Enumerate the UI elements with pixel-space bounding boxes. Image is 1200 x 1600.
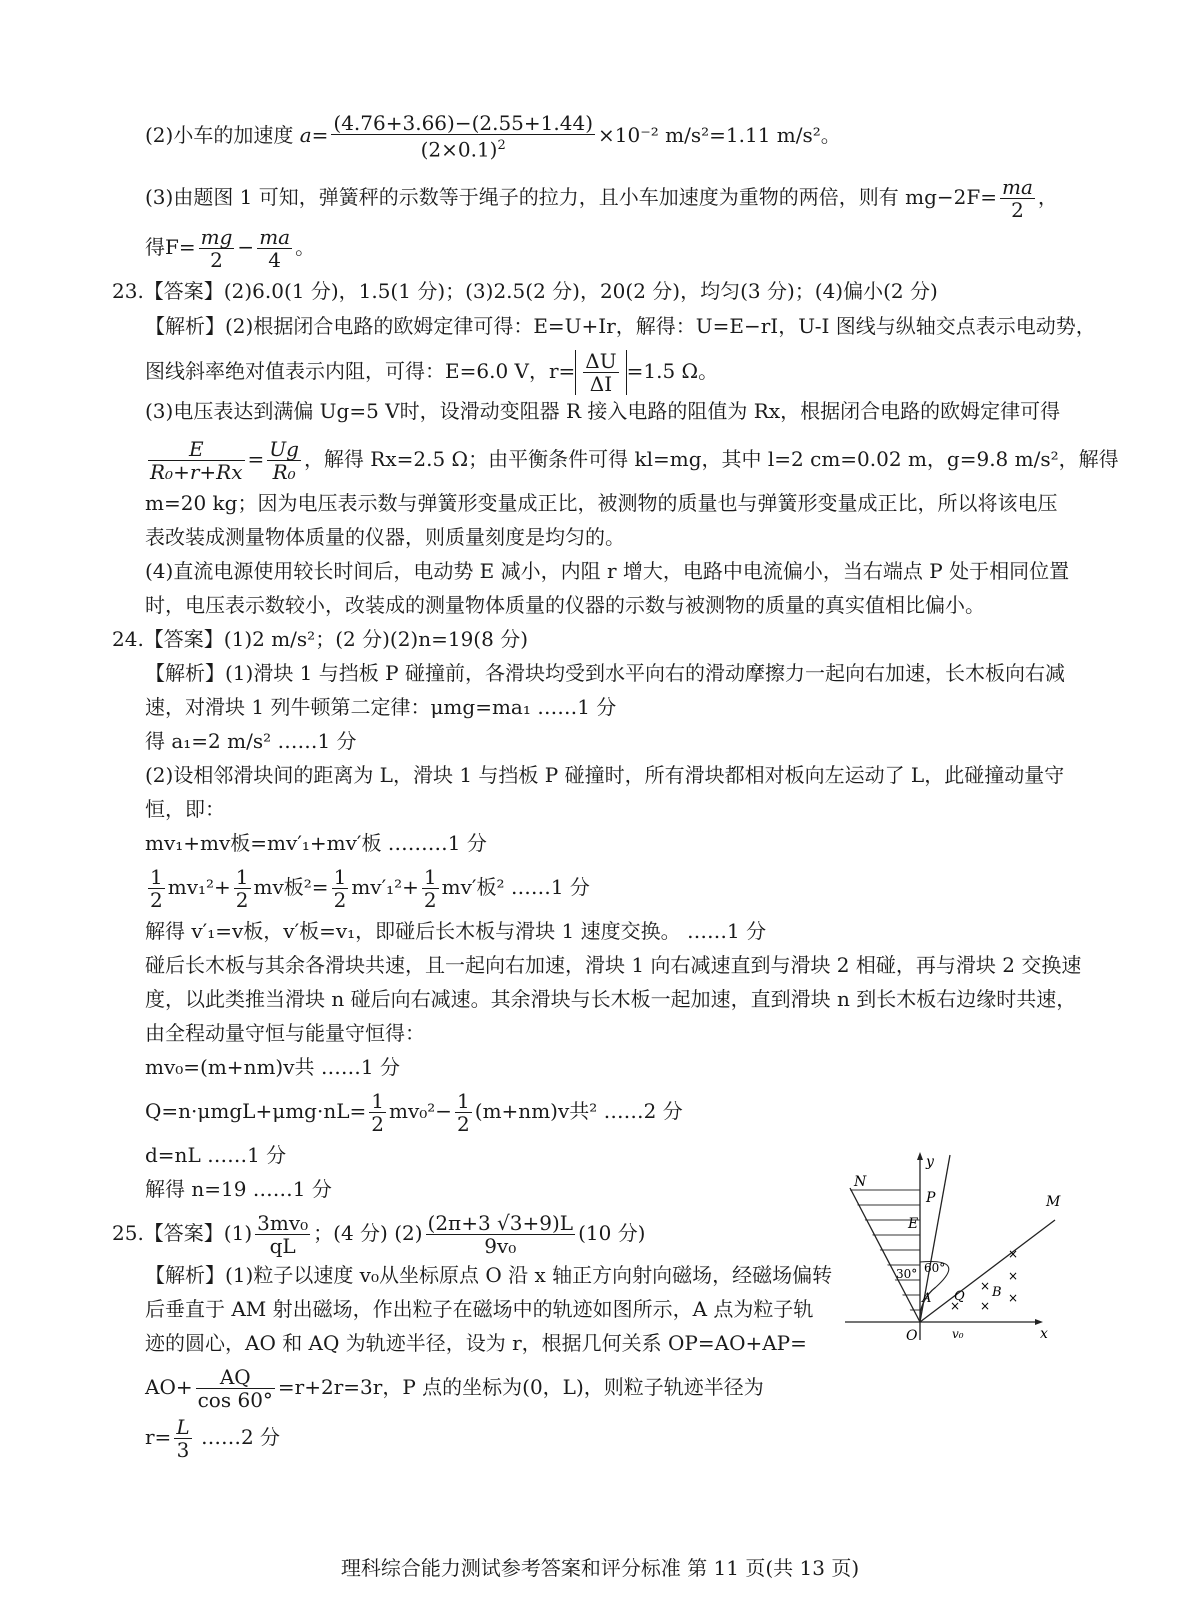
label-E: E (908, 1216, 919, 1232)
fraction (369, 1090, 386, 1135)
fraction (583, 350, 618, 395)
denominator: qL (269, 1234, 296, 1258)
text: (10 分) (578, 1221, 646, 1245)
magnetic-field-diagram (840, 1150, 1090, 1350)
analysis-24-14: d=nL ……1 分 (145, 1143, 287, 1167)
answer-24: 24.【答案】(1)2 m/s²；(2 分)(2)n=19(8 分) (112, 627, 528, 651)
fraction (199, 226, 235, 271)
fraction (455, 1090, 472, 1135)
label-O: O (906, 1328, 918, 1344)
text: mv₀²− (388, 1099, 453, 1123)
denominator: 4 (268, 248, 281, 272)
text: (2)小车的加速度 (145, 122, 300, 147)
analysis-24-6: mv₁+mv板=mv′₁+mv′板 ………1 分 (145, 831, 487, 855)
denominator: R₀+r+Rx (150, 460, 243, 484)
label-y: y (926, 1154, 934, 1170)
numerator: 1 (333, 865, 347, 889)
text: r= (145, 1425, 172, 1449)
fraction (267, 438, 301, 483)
denominator: 2 (235, 888, 249, 912)
analysis-23-8: 时，电压表示数较小，改装成的测量物体质量的仪器的示数与被测物的质量的真实值相比偏小。 (145, 593, 985, 617)
numerator: (4.76+3.66)−(2.55+1.44) (333, 111, 593, 135)
fraction (148, 438, 245, 483)
denominator: 2 (371, 1112, 384, 1136)
text: ……2 分 (194, 1425, 281, 1449)
fraction (331, 112, 595, 161)
line-3a: (3)由题图 1 可知，弹簧秤的示数等于绳子的拉力，且小车加速度为重物的两倍，则有 mg−2F= $\frac{ma}{2}$ ， (145, 175, 1058, 222)
numerator: ma (1002, 175, 1033, 199)
analysis-25-5 (145, 1416, 280, 1461)
numerator: 1 (150, 865, 163, 889)
denominator: 2 (457, 1112, 470, 1136)
field-cross-icon: × (980, 1279, 991, 1293)
analysis-24-3: 得 a₁=2 m/s² ……1 分 (145, 729, 357, 753)
denominator: $(2\times 0.1)^2$ (420, 137, 506, 162)
fraction (422, 866, 439, 911)
analysis-24-13 (145, 1090, 683, 1135)
text: mv′板² ……1 分 (441, 875, 590, 899)
text: − (237, 235, 255, 259)
analysis-23-2 (145, 350, 718, 395)
text: mv′₁²+ (351, 875, 419, 899)
analysis-24-2: 速，对滑块 1 列牛顿第二定律：μmg=ma₁ ……1 分 (145, 695, 617, 719)
field-cross-icon: × (980, 1299, 991, 1313)
fraction (255, 1212, 310, 1257)
text: mv板²= (253, 875, 329, 899)
analysis-23-6: 表改装成测量物体质量的仪器，则质量刻度是均匀的。 (145, 525, 625, 549)
text: ，解得 Rx=2.5 Ω；由平衡条件可得 kl=mg，其中 l=2 cm=0.02 m，g=9.8 m/s²，解得 (303, 447, 1119, 471)
numerator: 3mv₀ (257, 1211, 309, 1235)
numerator: 1 (371, 1089, 384, 1113)
label-P: P (926, 1190, 936, 1206)
analysis-24-4: (2)设相邻滑块间的距离为 L，滑块 1 与挡板 P 碰撞时，所有滑块都相对板向左运动了 L，此碰撞动量守 (145, 763, 1065, 787)
fraction (174, 1416, 191, 1461)
line-acceleration (145, 112, 841, 161)
fraction (426, 1212, 576, 1257)
field-cross-icon: × (1008, 1291, 1019, 1305)
y-arrow-icon (917, 1152, 923, 1160)
label-Q: Q (954, 1289, 965, 1304)
text: 图线斜率绝对值表示内阻，可得：E=6.0 V，r= (145, 359, 576, 383)
analysis-23-4: $\frac{E}{\text{R₀+r+Rx}}$ = $\frac{Ug}{\text{R₀}}$ ，解得 Rx=2.5 Ω；由平衡条件可得 kl=mg，其中 l=2 cm=0.02 m，g=9.8 m/s²，解得 (150, 437, 1119, 484)
x-arrow-icon (1035, 1319, 1043, 1325)
text: mv₁²+ (167, 875, 231, 899)
den-text: (2×0.1) (420, 137, 498, 162)
analysis-24-15: 解得 n=19 ……1 分 (145, 1177, 332, 1201)
text: 25.【答案】(1) (112, 1221, 253, 1245)
label-A: A (922, 1291, 932, 1306)
page-footer: 理科综合能力测试参考答案和评分标准 第 11 页(共 13 页) (340, 1556, 860, 1580)
analysis-23-5: m=20 kg；因为电压表示数与弹簧形变量成正比，被测物的质量也与弹簧形变量成正比，所以将该电压 (145, 491, 1058, 515)
analysis-25-3: 迹的圆心，AO 和 AQ 为轨迹半径，设为 r，根据几何关系 OP=AO+AP= (145, 1331, 807, 1355)
denominator: ΔI (589, 372, 613, 396)
analysis-24-9: 碰后长木板与其余各滑块共速，且一起向右加速，滑块 1 向右减速直到与滑块 2 相碰，再与滑块 2 交换速 (145, 953, 1082, 977)
fraction (257, 226, 292, 271)
denominator: 2 (423, 888, 437, 912)
var-a: a (299, 122, 312, 147)
fraction (1000, 176, 1035, 221)
denominator: 2 (150, 888, 163, 912)
analysis-25-4 (145, 1366, 764, 1411)
numerator: (2π+3 √3+9)L (427, 1211, 574, 1235)
analysis-24-5: 恒，即： (145, 797, 225, 821)
eq: = (311, 122, 329, 147)
denominator: 2 (1011, 198, 1024, 222)
numerator: ΔU (585, 349, 617, 373)
label-x: x (1040, 1326, 1048, 1342)
label-B: B (992, 1285, 1002, 1300)
analysis-24-12: mv₀=(m+nm)v共 ……1 分 (145, 1055, 400, 1079)
numerator: AQ (196, 1366, 275, 1389)
numerator: 1 (457, 1089, 470, 1113)
denominator: R₀ (272, 460, 296, 484)
numerator: E (148, 438, 245, 461)
denominator: 2 (210, 248, 223, 272)
numerator: ma (259, 225, 291, 249)
analysis-24-10: 度，以此类推当滑块 n 碰后向右减速。其余滑块与长木板一起加速，直到滑块 n 到长木板右边缘时共速， (145, 987, 1077, 1011)
analysis-25-1: 【解析】(1)粒子以速度 v₀从坐标原点 O 沿 x 轴正方向射向磁场，经磁场偏转 (145, 1263, 833, 1287)
hatched-field (840, 1190, 960, 1310)
numerator: mg (200, 225, 233, 249)
text: 。 (295, 235, 316, 259)
abs-bars (575, 350, 626, 395)
label-v0: v₀ (952, 1327, 964, 1341)
text: (m+nm)v共² ……2 分 (474, 1099, 683, 1123)
label-30deg: 30° (896, 1267, 918, 1281)
text: ；(4 分) (2) (313, 1221, 423, 1245)
fraction (148, 866, 165, 911)
denominator: 9v₀ (484, 1234, 517, 1258)
text: ×10⁻² m/s²=1.11 m/s²。 (598, 122, 841, 147)
text: =r+2r=3r，P 点的坐标为(0，L)，则粒子轨迹半径为 (277, 1375, 764, 1399)
field-cross-icon: × (1008, 1269, 1019, 1283)
denominator: 3 (176, 1438, 190, 1462)
denominator: 2 (333, 888, 347, 912)
analysis-23-7: (4)直流电源使用较长时间后，电动势 E 减小，内阻 r 增大，电路中电流偏小，当右端点 P 处于相同位置 (145, 559, 1070, 583)
denominator: cos 60° (197, 1388, 273, 1412)
text: =1.5 Ω。 (626, 359, 719, 383)
analysis-25-2: 后垂直于 AM 射出磁场，作出粒子在磁场中的轨迹如图所示，A 点为粒子轨 (145, 1297, 814, 1321)
fraction (234, 866, 251, 911)
field-cross-icon: × (950, 1299, 961, 1313)
boundary-ON (850, 1188, 920, 1322)
analysis-24-11: 由全程动量守恒与能量守恒得： (145, 1021, 425, 1045)
numerator: 1 (423, 865, 437, 889)
label-N: N (854, 1174, 867, 1190)
text: Q=n·μmgL+μmg·nL= (145, 1099, 367, 1123)
analysis-24-7 (145, 866, 590, 911)
text: AO+ (145, 1375, 193, 1399)
label-M: M (1046, 1194, 1061, 1210)
analysis-24-8: 解得 v′₁=v板，v′板=v₁，即碰后长木板与滑块 1 速度交换。 ……1 分 (145, 919, 767, 943)
analysis-24-1: 【解析】(1)滑块 1 与挡板 P 碰撞前，各滑块均受到水平向右的滑动摩擦力一起向右加速，长木板向右减 (145, 661, 1065, 685)
line-3b (145, 226, 315, 271)
answer-23: 23.【答案】(2)6.0(1 分)，1.5(1 分)；(3)2.5(2 分)，20(2 分)，均匀(3 分)；(4)偏小(2 分) (112, 279, 938, 303)
fraction (332, 866, 349, 911)
answer-25 (112, 1212, 646, 1257)
numerator: L (176, 1415, 190, 1439)
analysis-23-3: (3)电压表达到满偏 Ug=5 V时，设滑动变阻器 R 接入电路的阻值为 Rx，根据闭合电路的欧姆定律可得 (145, 399, 1061, 423)
fraction (196, 1366, 275, 1411)
numerator: Ug (269, 437, 299, 461)
text: 得F= (145, 235, 196, 259)
numerator: 1 (235, 865, 249, 889)
text: (3)由题图 1 可知，弹簧秤的示数等于绳子的拉力，且小车加速度为重物的两倍，则有 mg−2F= (145, 185, 998, 209)
analysis-23-1: 【解析】(2)根据闭合电路的欧姆定律可得：E=U+Ir，解得：U=E−rI，U-I 图线与纵轴交点表示电动势， (145, 314, 1096, 338)
field-cross-icon: × (1008, 1247, 1019, 1261)
label-60deg: 60° (924, 1261, 946, 1275)
